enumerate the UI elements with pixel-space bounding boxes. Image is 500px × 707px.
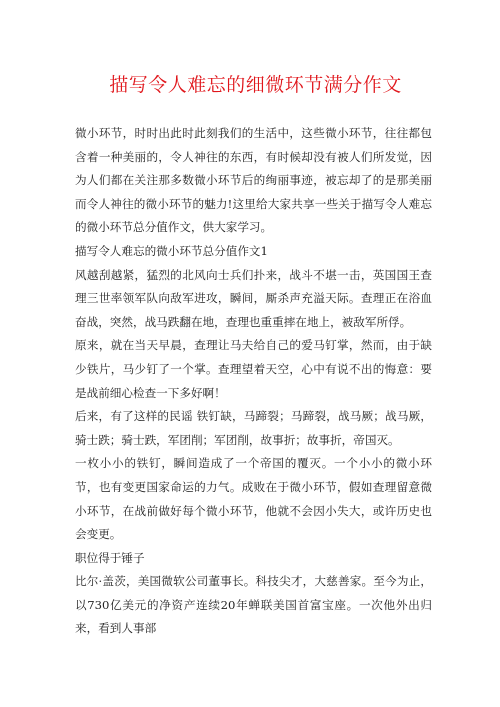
section-heading-2: 职位得于锤子: [75, 550, 145, 565]
paragraph-rhyme: 后来，有了这样的民谣 铁钉缺，马蹄裂；马蹄裂，战马厥；战马厥，骑士跌；骑士跌，军团削；军团削，故事折；故事折，帝国灭。: [75, 409, 432, 447]
page-title: 描写令人难忘的细微环节满分作文: [109, 74, 402, 96]
paragraph-battle: 风越刮越紧，猛烈的北风向士兵们扑来，战斗不堪一击，英国国王查理三世率领军队向敌军进攻，瞬间，厮杀声充溢天际。查理正在浴血奋战，突然，战马跌翻在地，查理也重重摔在地上，被敌军所俘。: [75, 267, 432, 329]
paragraph-gates: 比尔·盖茨，美国微软公司董事长。科技尖才，大慈善家。至今为止，以730亿美元的净资产连续20年蝉联美国首富宝座。一次他外出归来，看到人事部: [75, 574, 432, 636]
paragraph-horseshoe: 原来，就在当天早晨，查理让马夫给自己的爱马钉掌，然而，由于缺少铁片，马少钉了一个掌。查理望着天空，心中有说不出的悔意：要是战前细心检查一下多好啊！: [75, 338, 432, 400]
intro-paragraph: 微小环节，时时出此时此刻我们的生活中，这些微小环节，往往都包含着一种美丽的，令人神往的东西，有时候却没有被人们所发觉，因为人们都在关注那多数微小环节后的绚丽事迹，被忘却了的是那美丽而令人神往的微小环节的魅力!这里给大家共享一些关于描写令人难忘的微小环节总分值作文，供大家学习。: [75, 126, 432, 235]
section-heading-1: 描写令人难忘的微小环节总分值作文1: [75, 243, 268, 258]
paragraph-conclusion: 一枚小小的铁钉，瞬间造成了一个帝国的覆灭。一个小小的微小环节，也有变更国家命运的力气。成败在于微小环节，假如查理留意微小环节，在战前做好每个微小环节，他就不会因小失大，或许历史也会变更。: [75, 456, 432, 542]
